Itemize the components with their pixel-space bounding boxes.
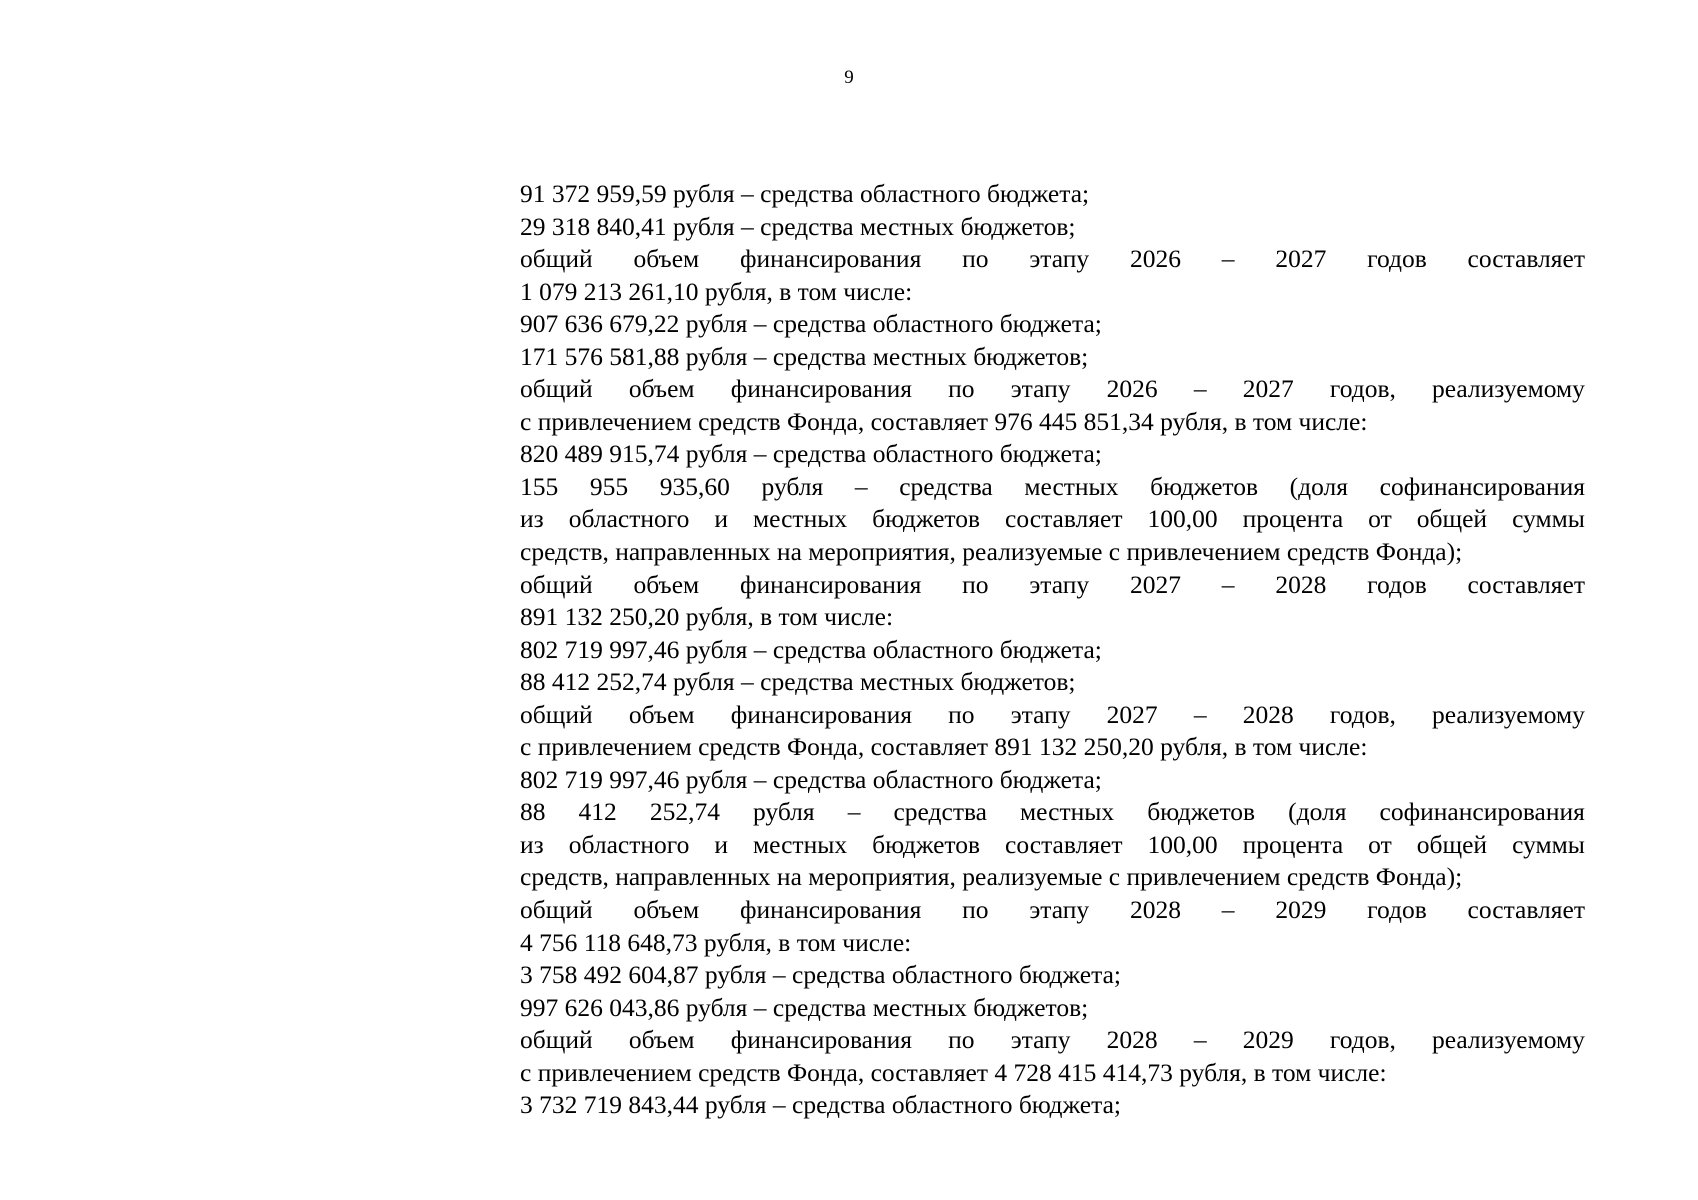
word: общей — [1416, 829, 1488, 859]
text-line: с привлечением средств Фонда, составляет 4 728 415 414,73 рубля, в том числе: — [520, 1057, 1387, 1087]
word: этапу — [1010, 1025, 1071, 1055]
text-line — [520, 699, 1585, 732]
text-line — [520, 796, 1585, 829]
text-line: 802 719 997,46 рубля – средства областного бюджета; — [520, 764, 1102, 794]
word: финансирования — [740, 895, 922, 925]
word: средства — [899, 471, 993, 501]
word: – — [854, 471, 868, 501]
word: общий — [520, 1025, 593, 1055]
text-line: 29 318 840,41 рубля – средства местных бюджетов; — [520, 211, 1076, 241]
word: местных — [753, 504, 848, 534]
text-line — [520, 373, 1585, 406]
word: средства — [893, 797, 987, 827]
text-line: 907 636 679,22 рубля – средства областного бюджета; — [520, 309, 1102, 339]
word: софинансирования — [1379, 471, 1585, 501]
word: финансирования — [730, 1025, 912, 1055]
text-line: средств, направленных на мероприятия, реализуемые с привлечением средств Фонда); — [520, 537, 1463, 567]
word: 2026 — [1106, 374, 1158, 404]
word: процента — [1242, 504, 1344, 534]
word: этапу — [1029, 244, 1090, 274]
word: местных — [753, 829, 848, 859]
word: 2028 — [1106, 1025, 1158, 1055]
word: 2027 — [1106, 699, 1158, 729]
word: общий — [520, 374, 593, 404]
text-line: с привлечением средств Фонда, составляет 976 445 851,34 рубля, в том числе: — [520, 406, 1368, 436]
word: финансирования — [730, 374, 912, 404]
word: общий — [520, 244, 593, 274]
word: суммы — [1512, 504, 1585, 534]
text-line: 3 732 719 843,44 рубля – средства областного бюджета; — [520, 1090, 1121, 1120]
word: этапу — [1029, 895, 1090, 925]
word: 2029 — [1275, 895, 1327, 925]
word: 2026 — [1129, 244, 1181, 274]
word: 100,00 — [1147, 829, 1218, 859]
text-line: 997 626 043,86 рубля – средства местных бюджетов; — [520, 992, 1089, 1022]
word: объем — [633, 244, 700, 274]
word: реализуемому — [1432, 699, 1585, 729]
text-line: 820 489 915,74 рубля – средства областного бюджета; — [520, 439, 1102, 469]
word: 2028 — [1275, 569, 1327, 599]
text-line — [520, 569, 1585, 602]
text-line — [520, 829, 1585, 862]
word: от — [1368, 829, 1392, 859]
word: составляет — [1467, 895, 1585, 925]
word: 935,60 — [659, 471, 730, 501]
text-line: средств, направленных на мероприятия, реализуемые с привлечением средств Фонда); — [520, 862, 1463, 892]
word: годов — [1367, 895, 1427, 925]
word: суммы — [1512, 829, 1585, 859]
word: областного — [568, 829, 690, 859]
word: реализуемому — [1432, 374, 1585, 404]
word: по — [948, 374, 975, 404]
text-line: 88 412 252,74 рубля – средства местных бюджетов; — [520, 667, 1076, 697]
text-line — [520, 471, 1585, 504]
word: из — [520, 504, 544, 534]
word: составляет — [1467, 244, 1585, 274]
word: бюджетов — [1150, 471, 1258, 501]
word: – — [1221, 244, 1235, 274]
word: местных — [1020, 797, 1115, 827]
word: бюджетов — [872, 504, 981, 534]
word: и — [714, 829, 728, 859]
text-line: с привлечением средств Фонда, составляет 891 132 250,20 рубля, в том числе: — [520, 732, 1368, 762]
word: – — [1193, 374, 1207, 404]
word: по — [962, 244, 989, 274]
word: этапу — [1010, 699, 1071, 729]
word: финансирования — [730, 699, 912, 729]
word: по — [948, 1025, 975, 1055]
text-line: 891 132 250,20 рубля, в том числе: — [520, 602, 894, 632]
word: этапу — [1029, 569, 1090, 599]
word: – — [1221, 895, 1235, 925]
word: (доля — [1289, 471, 1348, 501]
word: рубля — [753, 797, 815, 827]
word: годов, — [1329, 1025, 1396, 1055]
text-line — [520, 243, 1585, 276]
word: этапу — [1010, 374, 1071, 404]
text-line: 1 079 213 261,10 рубля, в том числе: — [520, 276, 913, 306]
word: 2028 — [1242, 699, 1294, 729]
word: по — [962, 895, 989, 925]
word: по — [948, 699, 975, 729]
text-line — [520, 1024, 1585, 1057]
text-line: 4 756 118 648,73 рубля, в том числе: — [520, 927, 912, 957]
word: годов — [1367, 244, 1427, 274]
document-body — [520, 178, 1585, 1122]
word: объем — [628, 1025, 695, 1055]
text-line: 171 576 581,88 рубля – средства местных бюджетов; — [520, 341, 1089, 371]
word: общий — [520, 895, 593, 925]
word: общей — [1416, 504, 1488, 534]
word: объем — [628, 374, 695, 404]
word: составляет — [1005, 829, 1123, 859]
word: общий — [520, 699, 593, 729]
word: процента — [1242, 829, 1344, 859]
word: объем — [633, 895, 700, 925]
word: 2027 — [1129, 569, 1181, 599]
word: 955 — [589, 471, 629, 501]
word: (доля — [1288, 797, 1347, 827]
word: 88 — [520, 797, 546, 827]
word: общий — [520, 569, 593, 599]
word: бюджетов — [1147, 797, 1256, 827]
text-line: 91 372 959,59 рубля – средства областного бюджета; — [520, 179, 1090, 208]
word: объем — [628, 699, 695, 729]
word: – — [847, 797, 861, 827]
word: софинансирования — [1379, 797, 1585, 827]
word: от — [1368, 504, 1392, 534]
word: финансирования — [740, 569, 922, 599]
word: – — [1221, 569, 1235, 599]
word: финансирования — [740, 244, 922, 274]
word: составляет — [1467, 569, 1585, 599]
word: 252,74 — [649, 797, 720, 827]
text-line: 802 719 997,46 рубля – средства областного бюджета; — [520, 634, 1102, 664]
word: годов, — [1329, 699, 1396, 729]
word: областного — [568, 504, 690, 534]
word: годов, — [1329, 374, 1396, 404]
page-number: 9 — [844, 67, 854, 88]
word: 2027 — [1275, 244, 1327, 274]
word: составляет — [1005, 504, 1123, 534]
word: из — [520, 829, 544, 859]
word: 2029 — [1242, 1025, 1294, 1055]
word: объем — [633, 569, 700, 599]
word: 412 — [578, 797, 617, 827]
word: реализуемому — [1432, 1025, 1585, 1055]
word: – — [1193, 699, 1207, 729]
word: – — [1193, 1025, 1207, 1055]
text-line: 3 758 492 604,87 рубля – средства областного бюджета; — [520, 960, 1121, 990]
word: рубля — [761, 471, 824, 501]
text-line — [520, 894, 1585, 927]
word: 155 — [520, 471, 559, 501]
word: годов — [1367, 569, 1427, 599]
word: по — [962, 569, 989, 599]
word: 2028 — [1129, 895, 1181, 925]
word: местных — [1024, 471, 1119, 501]
word: 2027 — [1242, 374, 1294, 404]
word: 100,00 — [1147, 504, 1218, 534]
word: бюджетов — [872, 829, 981, 859]
word: и — [714, 504, 728, 534]
text-line — [520, 503, 1585, 536]
